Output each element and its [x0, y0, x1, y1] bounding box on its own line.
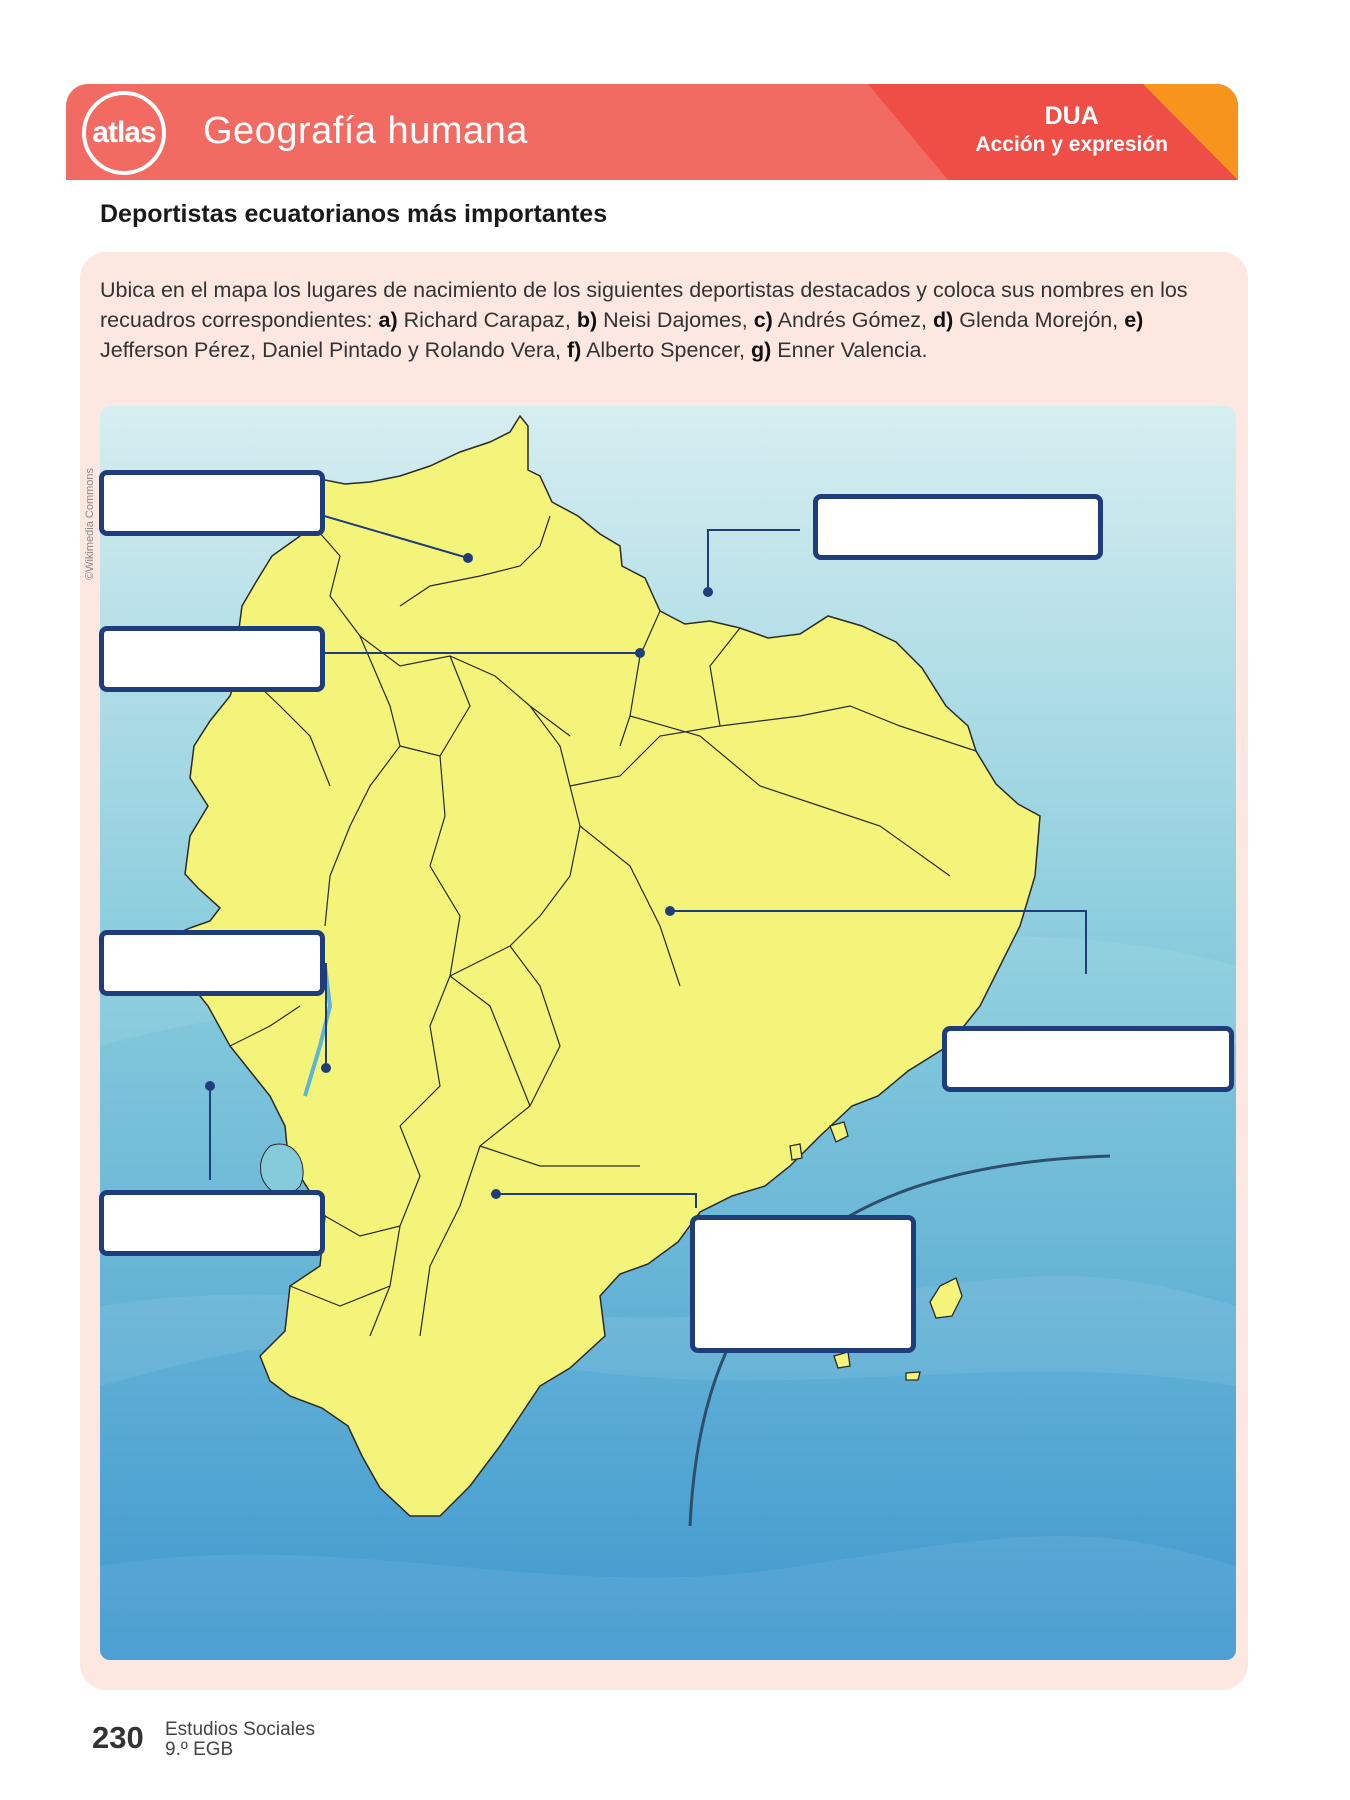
atlas-logo: atlas [82, 91, 166, 175]
answer-box-3[interactable] [99, 626, 325, 692]
answer-box-6[interactable] [99, 1190, 325, 1256]
instructions-intro: Ubica en el mapa los lugares de nacimiento de los siguientes deportistas destacados y coloca sus nombres en los recuadros correspondientes: [100, 278, 1188, 332]
item-b-name: Neisi Dajomes, [603, 308, 748, 332]
dua-title: DUA [1044, 102, 1099, 130]
item-f-letter: f) [566, 338, 582, 362]
dua-subtitle: Acción y expresión [975, 133, 1168, 156]
subject-name: Estudios Sociales [165, 1719, 315, 1740]
section-title: Deportistas ecuatorianos más importantes [100, 200, 608, 228]
answer-box-1[interactable] [99, 470, 325, 536]
item-f-name: Alberto Spencer, [586, 338, 746, 362]
item-b-letter: b) [576, 308, 598, 332]
item-c-name: Andrés Gómez, [777, 308, 928, 332]
image-credit: ©Wikimedia Commons [84, 467, 96, 580]
item-d-letter: d) [933, 308, 954, 332]
dua-block [975, 102, 1168, 157]
item-a-letter: a) [378, 308, 398, 332]
header-banner [66, 84, 1238, 180]
answer-box-2[interactable] [813, 494, 1103, 560]
item-a-name: Richard Carapaz, [403, 308, 571, 332]
item-c-letter: c) [753, 308, 773, 332]
item-e-letter: e) [1124, 308, 1144, 332]
footer-subject [165, 1720, 315, 1760]
answer-box-5[interactable] [942, 1026, 1234, 1092]
item-e-name: Jefferson Pérez, Daniel Pintado y Rolando Vera, [100, 338, 561, 362]
header-title: Geografía humana [203, 110, 528, 152]
instructions-text [100, 275, 1220, 365]
page-number: 230 [92, 1720, 144, 1755]
answer-box-4[interactable] [99, 930, 325, 996]
item-g-letter: g) [751, 338, 772, 362]
answer-box-7[interactable] [690, 1215, 916, 1353]
item-d-name: Glenda Morejón, [959, 308, 1119, 332]
grade-level: 9.º EGB [165, 1739, 234, 1760]
item-g-name: Enner Valencia. [777, 338, 928, 362]
